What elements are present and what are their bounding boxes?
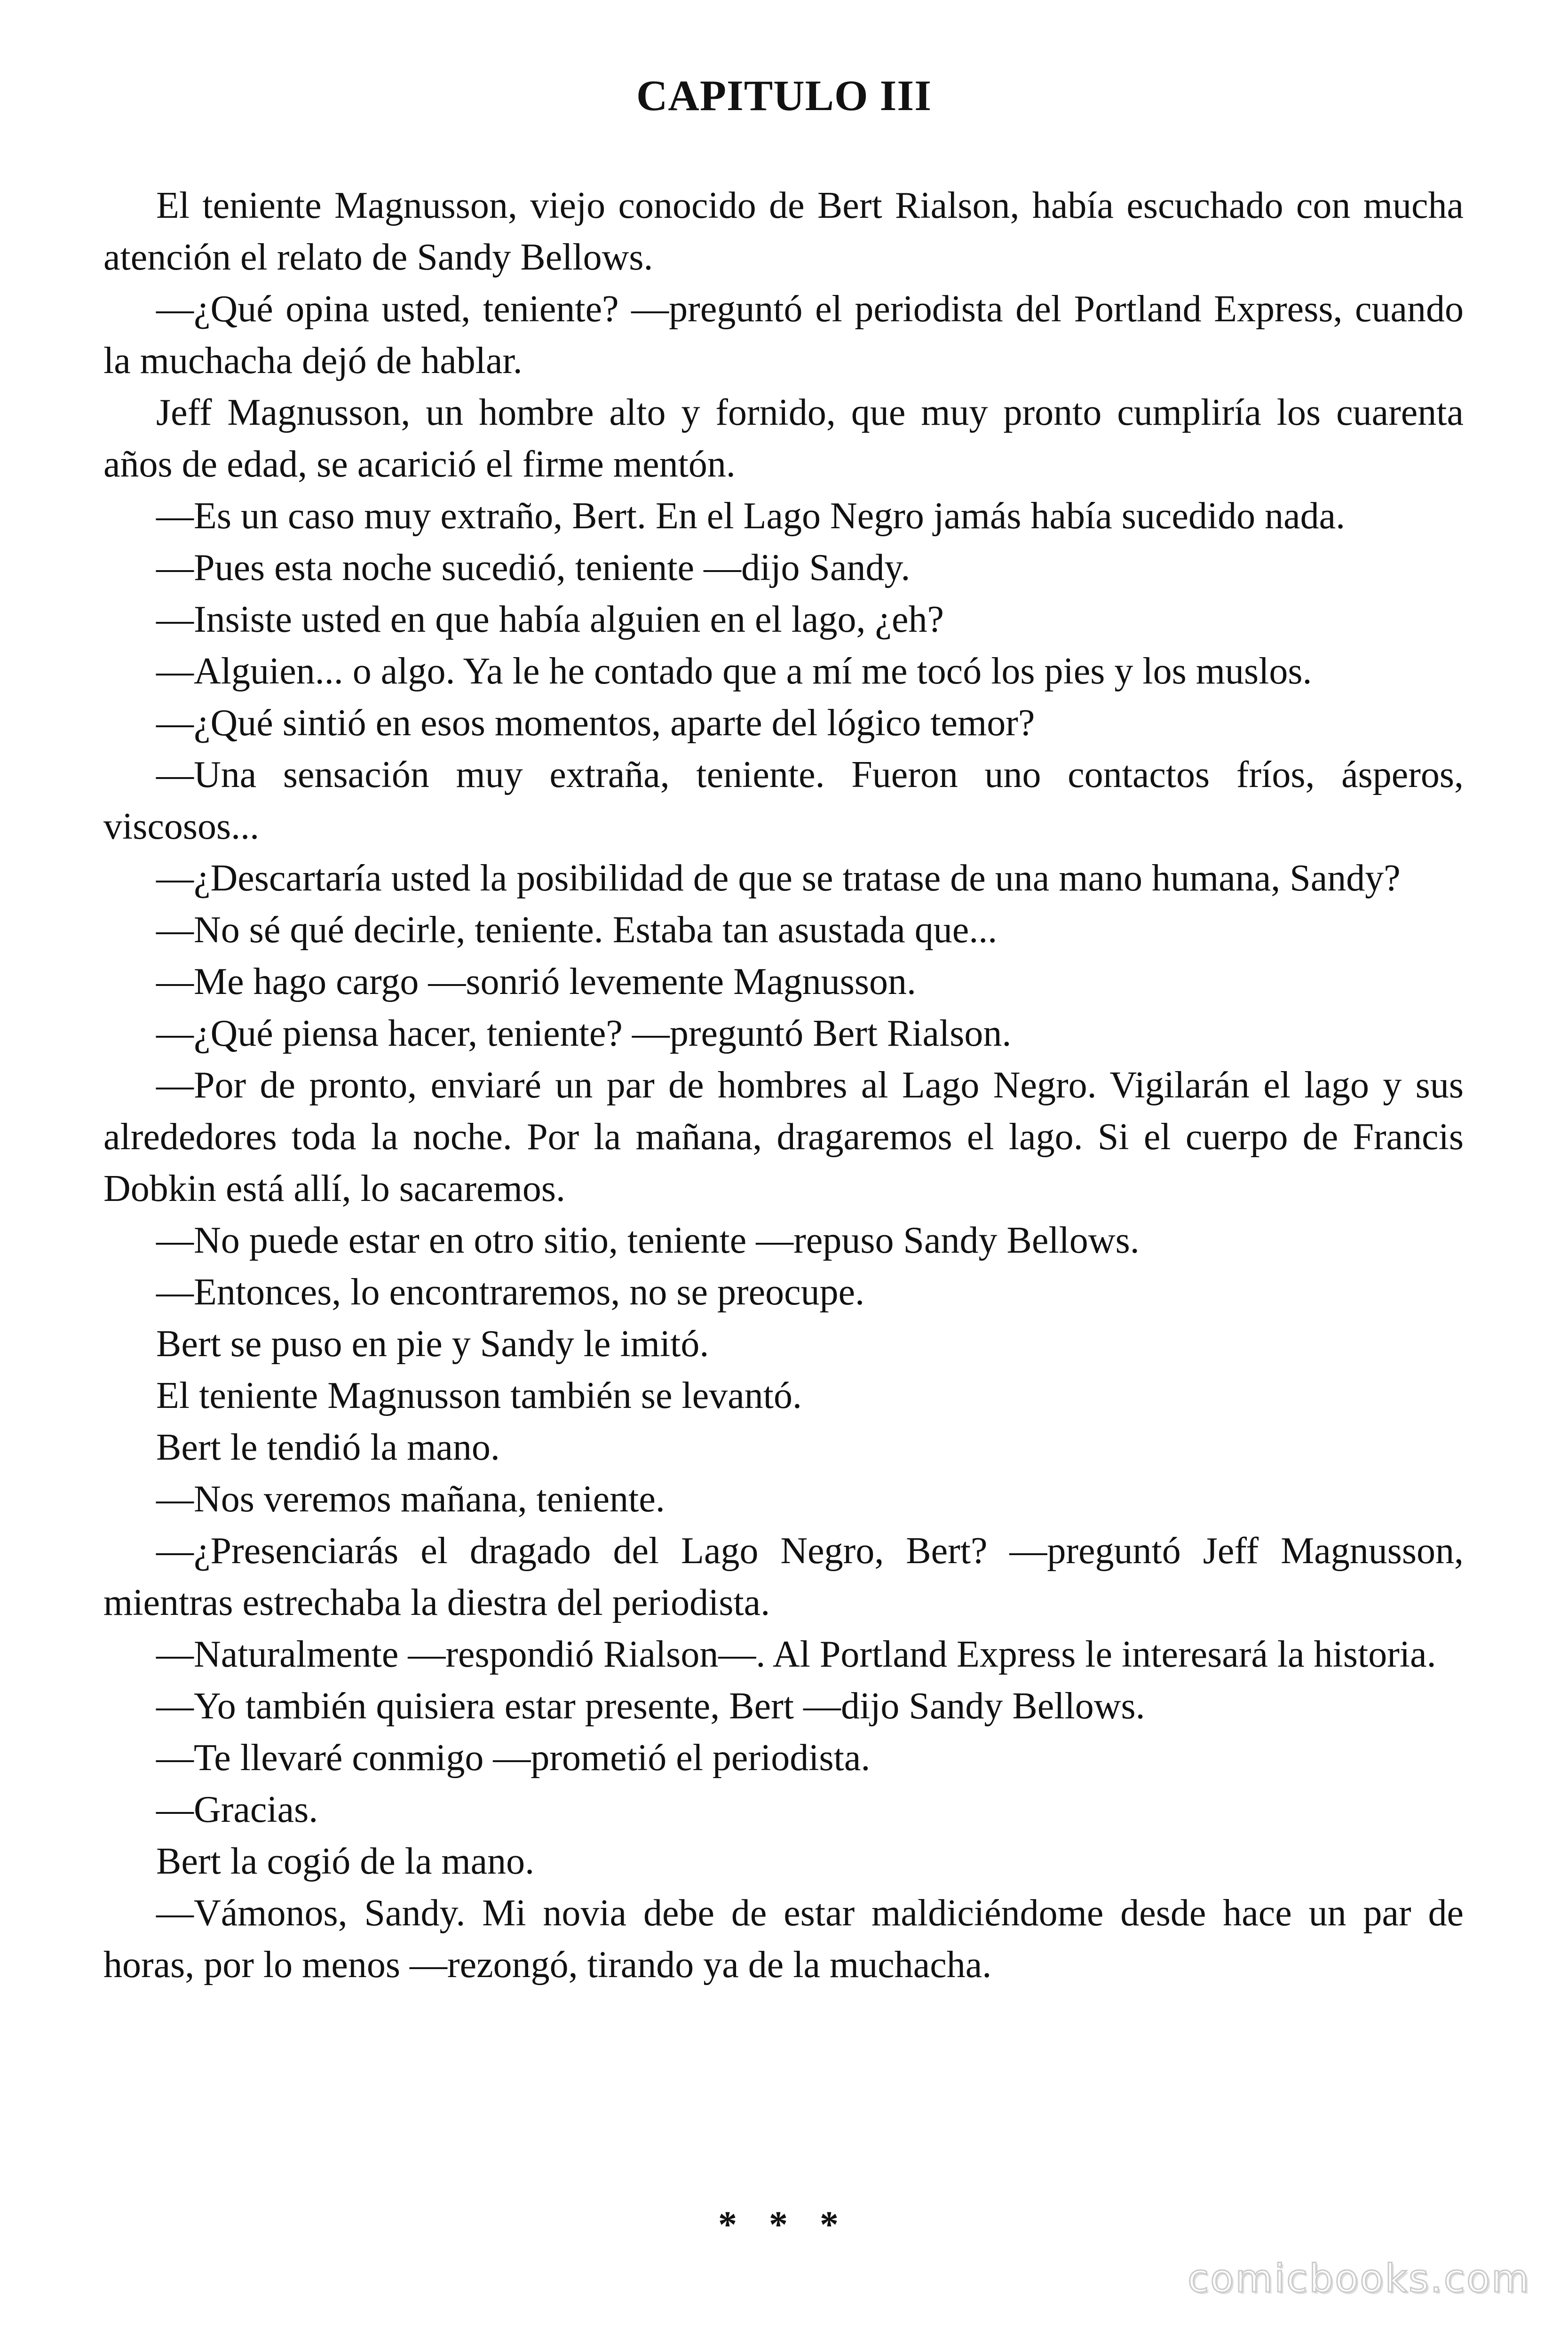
paragraph: —Pues esta noche sucedió, teniente —dijo Sandy. [156,547,911,588]
paragraph: Bert le tendió la mano. [156,1427,500,1468]
paragraph: —¿Qué piensa hacer, teniente? —preguntó Bert Rialson. [156,1013,1012,1054]
paragraph: —Por de pronto, enviaré un par de hombres al Lago Negro. Vigilarán el lago y sus alrededores toda la noche. Por la mañana, dragaremos el lago. Si el cuerpo de Francis Dobkin está allí, lo sacaremos. [103,1065,1464,1209]
paragraph: —Insiste usted en que había alguien en el lago, ¿eh? [156,599,944,640]
paragraph: —Yo también quisiera estar presente, Bert —dijo Sandy Bellows. [156,1685,1145,1727]
paragraph: —Te llevaré conmigo —prometió el periodista. [156,1737,871,1779]
paragraph: Jeff Magnusson, un hombre alto y fornido, que muy pronto cumpliría los cuarenta años de edad, se acarició el firme mentón. [103,392,1464,485]
paragraph: —No sé qué decirle, teniente. Estaba tan asustada que... [156,909,998,951]
paragraph: —¿Qué sintió en esos momentos, aparte del lógico temor? [156,702,1035,744]
paragraph: —Alguien... o algo. Ya le he contado que a mí me tocó los pies y los muslos. [156,651,1312,692]
paragraph: —Gracias. [156,1789,318,1830]
paragraph: —¿Descartaría usted la posibilidad de que se tratase de una mano humana, Sandy? [156,858,1401,899]
paragraph: —Una sensación muy extraña, teniente. Fueron uno contactos fríos, ásperos, viscosos... [103,754,1464,847]
paragraph: —Es un caso muy extraño, Bert. En el Lago Negro jamás había sucedido nada. [156,495,1346,537]
paragraph: Bert la cogió de la mano. [156,1841,535,1882]
paragraph: —¿Presenciarás el dragado del Lago Negro, Bert? —preguntó Jeff Magnusson, mientras estrechaba la diestra del periodista. [103,1530,1464,1623]
paragraph: El teniente Magnusson, viejo conocido de Bert Rialson, había escuchado con mucha atención el relato de Sandy Bellows. [103,185,1464,278]
paragraph: —Entonces, lo encontraremos, no se preocupe. [156,1271,865,1313]
chapter-body [103,180,1464,1991]
paragraph: —Vámonos, Sandy. Mi novia debe de estar maldiciéndome desde hace un par de horas, por lo menos —rezongó, tirando ya de la muchacha. [103,1892,1464,1986]
paragraph: Bert se puso en pie y Sandy le imitó. [156,1323,709,1365]
paragraph: —Me hago cargo —sonrió levemente Magnusson. [156,961,916,1002]
paragraph: —¿Qué opina usted, teniente? —preguntó el periodista del Portland Express, cuando la muchacha dejó de hablar. [103,288,1464,381]
scene-separator: * * * [718,2204,850,2246]
paragraph: —Nos veremos mañana, teniente. [156,1478,665,1520]
paragraph: El teniente Magnusson también se levantó. [156,1375,802,1416]
paragraph: —Naturalmente —respondió Rialson—. Al Portland Express le interesará la historia. [156,1634,1436,1675]
watermark-logo: comicbooks.com [1188,2257,1530,2301]
paragraph: —No puede estar en otro sitio, teniente —repuso Sandy Bellows. [156,1220,1140,1261]
chapter-title: CAPITULO III [636,72,932,119]
